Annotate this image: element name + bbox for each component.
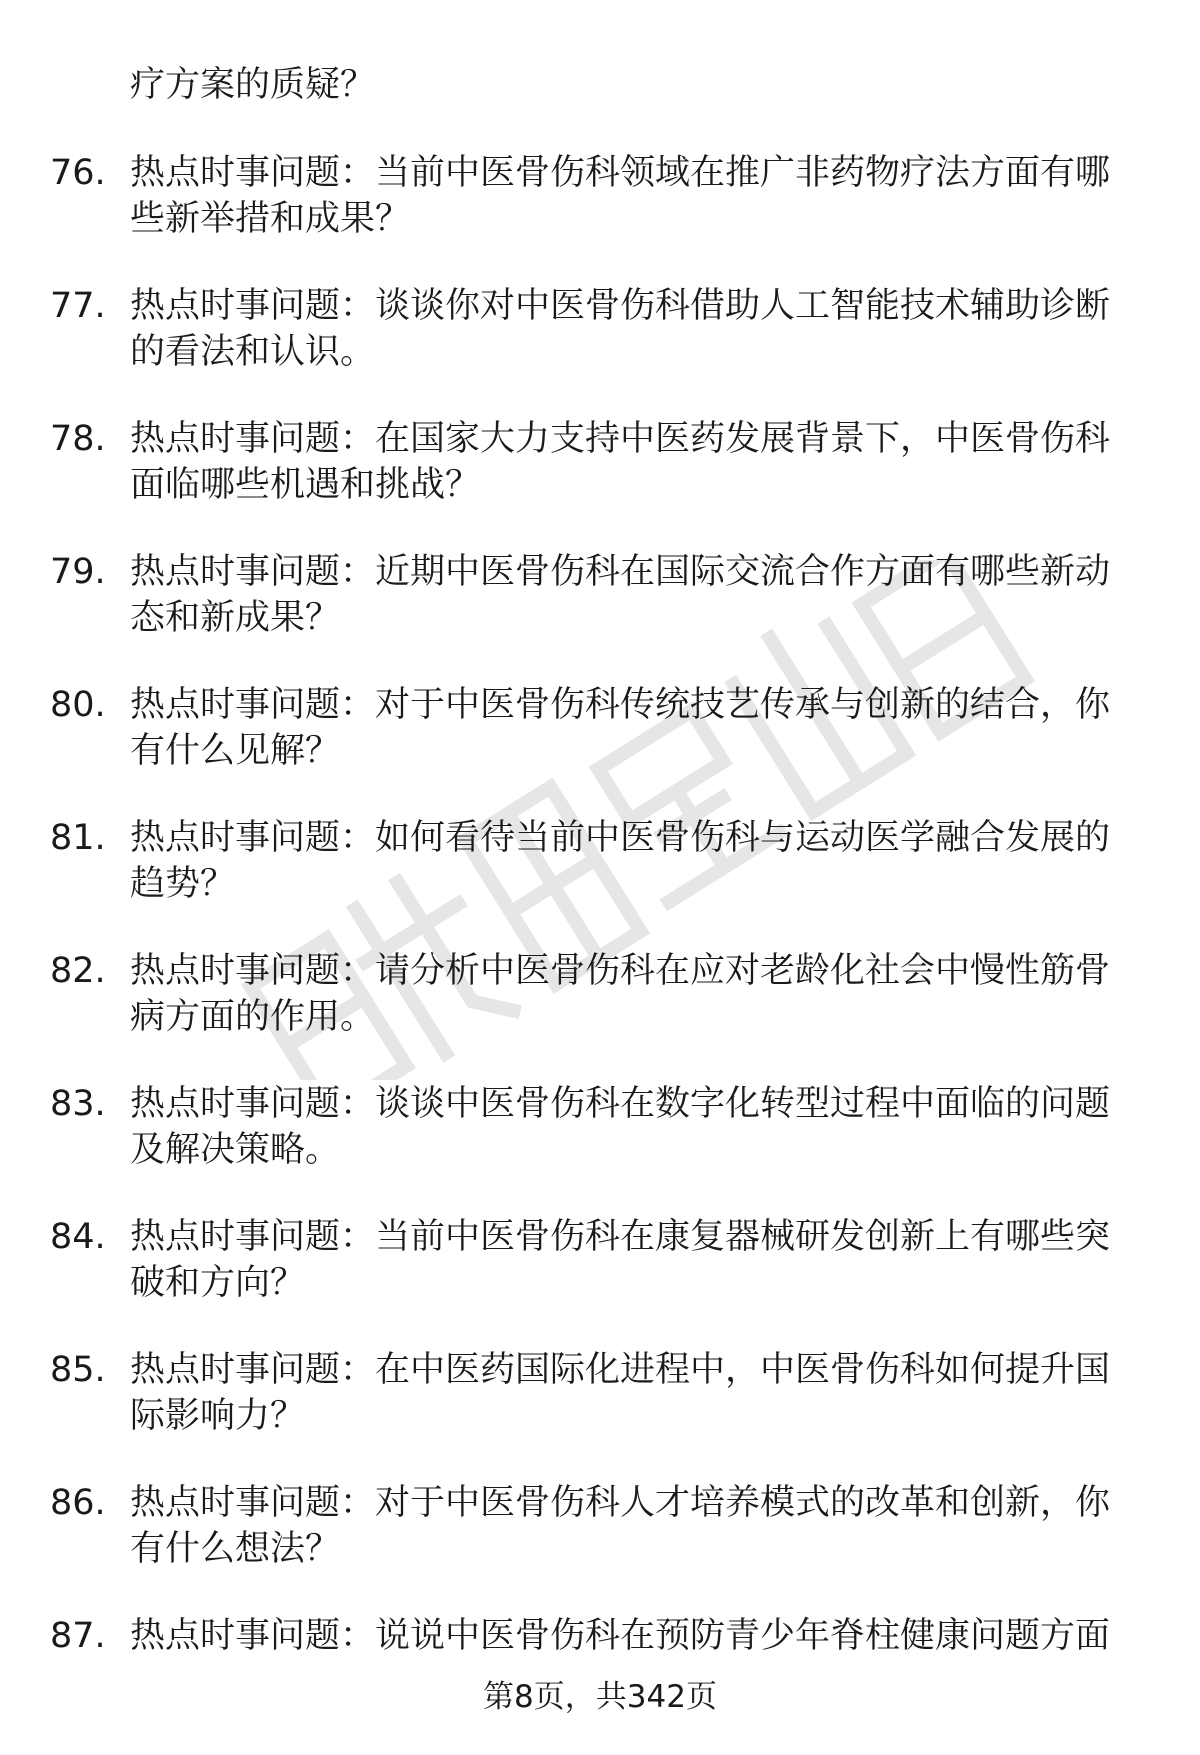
question-item [0,1347,1200,1480]
question-list [0,150,1200,1746]
question-text-line: 有什么想法？ [130,1529,341,1569]
question-text-line: 际影响力？ [130,1396,306,1436]
question-text-line: 热点时事问题：说说中医骨伤科在预防青少年脊柱健康问题方面 [130,1616,1111,1656]
question-number: 85. [50,1350,106,1390]
question-number: 80. [50,685,106,725]
question-item [0,682,1200,815]
question-text [130,150,1140,242]
question-text [130,1613,1140,1659]
question-text-line: 态和新成果？ [130,598,341,638]
question-number: 83. [50,1084,106,1124]
page-footer: 第8页，共342页 [483,1679,717,1715]
question-number: 78. [50,419,106,459]
question-text-line: 热点时事问题：对于中医骨伤科人才培养模式的改革和创新，你 [130,1483,1111,1523]
question-text-line: 热点时事问题：在国家大力支持中医药发展背景下，中医骨伤科 [130,419,1111,459]
continued-question-text: 疗方案的质疑？ [130,65,376,105]
question-text-line: 面临哪些机遇和挑战？ [130,465,481,505]
question-text-line: 热点时事问题：当前中医骨伤科在康复器械研发创新上有哪些突 [130,1217,1111,1257]
question-number: 79. [50,552,106,592]
question-text [130,815,1140,907]
question-text [130,1081,1140,1173]
question-text-line: 有什么见解？ [130,731,341,771]
question-item [0,1081,1200,1214]
question-text [130,283,1140,375]
question-number: 82. [50,951,106,991]
question-text-line: 热点时事问题：如何看待当前中医骨伤科与运动医学融合发展的 [130,818,1111,858]
question-item [0,283,1200,416]
question-text [130,416,1140,508]
question-item [0,549,1200,682]
question-text-line: 的看法和认识。 [130,332,376,372]
question-item [0,948,1200,1081]
question-item [0,416,1200,549]
question-text-line: 热点时事问题：近期中医骨伤科在国际交流合作方面有哪些新动 [130,552,1111,592]
question-text-line: 及解决策略。 [130,1130,341,1170]
question-text-line: 热点时事问题：在中医药国际化进程中，中医骨伤科如何提升国 [130,1350,1111,1390]
question-text-line: 破和方向？ [130,1263,306,1303]
question-item [0,1480,1200,1613]
question-text-line: 热点时事问题：请分析中医骨伤科在应对老龄化社会中慢性筋骨 [130,951,1111,991]
question-text-line: 趋势？ [130,864,236,904]
question-text [130,1214,1140,1306]
question-number: 76. [50,153,106,193]
question-text-line: 热点时事问题：对于中医骨伤科传统技艺传承与创新的结合，你 [130,685,1111,725]
question-text [130,1347,1140,1439]
question-number: 86. [50,1483,106,1523]
question-text-line: 病方面的作用。 [130,997,376,1037]
question-text-line: 热点时事问题：谈谈中医骨伤科在数字化转型过程中面临的问题 [130,1084,1111,1124]
question-item [0,815,1200,948]
question-text-line: 些新举措和成果？ [130,199,411,239]
question-item [0,150,1200,283]
question-number: 87. [50,1616,106,1656]
question-text [130,948,1140,1040]
question-text [130,1480,1140,1572]
question-number: 81. [50,818,106,858]
question-number: 77. [50,286,106,326]
question-item [0,1214,1200,1347]
question-text [130,549,1140,641]
question-text-line: 热点时事问题：当前中医骨伤科领域在推广非药物疗法方面有哪 [130,153,1111,193]
question-number: 84. [50,1217,106,1257]
question-text [130,682,1140,774]
question-text-line: 热点时事问题：谈谈你对中医骨伤科借助人工智能技术辅助诊断 [130,286,1111,326]
